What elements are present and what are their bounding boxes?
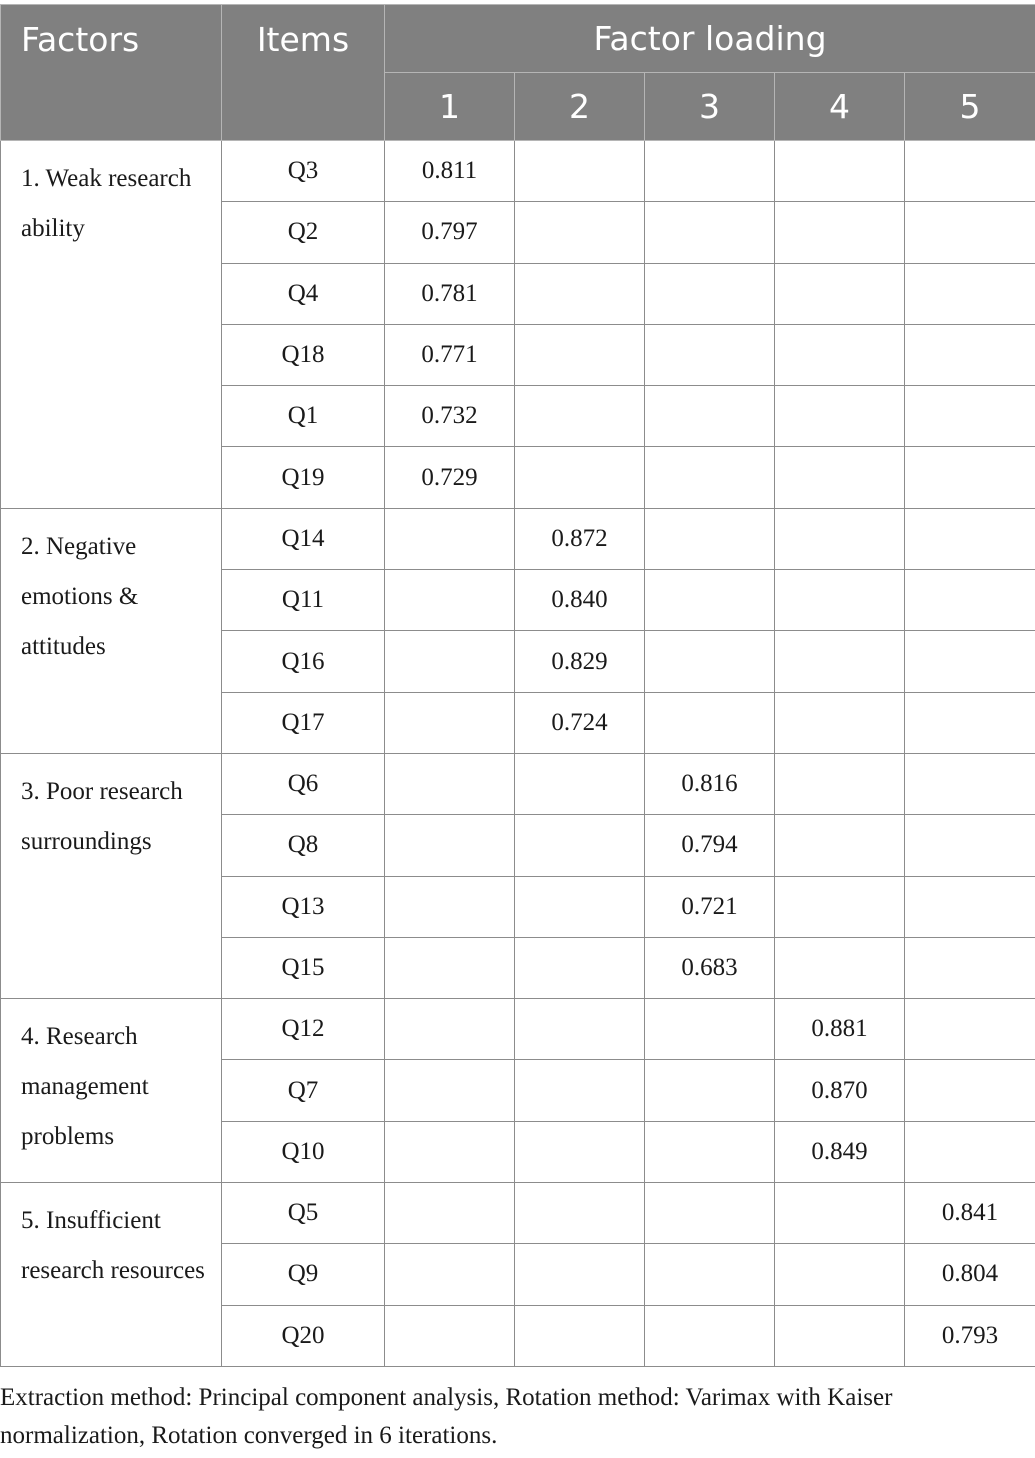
loading-cell [775, 508, 905, 569]
loading-cell [775, 386, 905, 447]
items-header: Items [222, 5, 385, 141]
loading-cell [775, 876, 905, 937]
item-cell: Q5 [222, 1183, 385, 1244]
loading-cell [645, 1060, 775, 1121]
loading-cell [645, 141, 775, 202]
loading-cell: 0.781 [385, 263, 515, 324]
loading-cell [515, 447, 645, 508]
loading-cell [645, 631, 775, 692]
loading-cell [775, 937, 905, 998]
loading-cell [775, 1305, 905, 1366]
loading-cell: 0.829 [515, 631, 645, 692]
loading-cell: 0.721 [645, 876, 775, 937]
loading-cell [515, 876, 645, 937]
loading-cell [905, 876, 1035, 937]
loading-cell [775, 202, 905, 263]
table-body [1, 141, 1035, 1367]
loading-cell [775, 1183, 905, 1244]
factor-label: 5. Insufficient research resources [1, 1183, 222, 1367]
item-cell: Q9 [222, 1244, 385, 1305]
loading-cell [385, 1244, 515, 1305]
loading-cell [645, 202, 775, 263]
loading-cell: 0.840 [515, 570, 645, 631]
loading-cell: 0.683 [645, 937, 775, 998]
loading-cell [515, 202, 645, 263]
column-header-4: 4 [775, 73, 905, 141]
item-cell: Q20 [222, 1305, 385, 1366]
loading-cell [775, 447, 905, 508]
loading-cell [645, 1244, 775, 1305]
loading-cell: 0.816 [645, 753, 775, 814]
loading-cell [775, 692, 905, 753]
table-row [1, 999, 1035, 1060]
loading-cell [645, 1305, 775, 1366]
item-cell: Q1 [222, 386, 385, 447]
loading-cell [645, 570, 775, 631]
item-cell: Q15 [222, 937, 385, 998]
loading-cell: 0.771 [385, 324, 515, 385]
item-cell: Q12 [222, 999, 385, 1060]
loading-cell [515, 1060, 645, 1121]
column-header-1: 1 [385, 73, 515, 141]
loading-cell [385, 1121, 515, 1182]
table-row [1, 753, 1035, 814]
loading-cell [905, 815, 1035, 876]
loading-cell: 0.729 [385, 447, 515, 508]
loading-cell [905, 508, 1035, 569]
loading-cell [385, 1305, 515, 1366]
loading-cell: 0.870 [775, 1060, 905, 1121]
loading-cell [645, 692, 775, 753]
loading-cell: 0.849 [775, 1121, 905, 1182]
table-row [1, 1183, 1035, 1244]
loading-cell [515, 753, 645, 814]
loading-cell: 0.794 [645, 815, 775, 876]
loading-cell [905, 937, 1035, 998]
item-cell: Q8 [222, 815, 385, 876]
loading-cell [385, 999, 515, 1060]
loading-cell [645, 386, 775, 447]
loading-cell [775, 815, 905, 876]
factors-header: Factors [1, 5, 222, 141]
loading-cell: 0.724 [515, 692, 645, 753]
loading-cell [645, 508, 775, 569]
loading-cell [645, 1183, 775, 1244]
loading-cell [385, 1060, 515, 1121]
table-row [1, 508, 1035, 569]
item-cell: Q3 [222, 141, 385, 202]
loading-cell [645, 1121, 775, 1182]
loading-cell [775, 263, 905, 324]
loading-cell [905, 324, 1035, 385]
loading-cell [645, 447, 775, 508]
factor-label: 4. Research management problems [1, 999, 222, 1183]
item-cell: Q13 [222, 876, 385, 937]
loading-cell [385, 692, 515, 753]
item-cell: Q19 [222, 447, 385, 508]
loading-cell: 0.797 [385, 202, 515, 263]
loading-cell [775, 631, 905, 692]
loading-cell: 0.811 [385, 141, 515, 202]
loading-cell [905, 692, 1035, 753]
loading-cell: 0.804 [905, 1244, 1035, 1305]
loading-cell [515, 1183, 645, 1244]
loading-cell: 0.872 [515, 508, 645, 569]
loading-cell: 0.732 [385, 386, 515, 447]
loading-cell [905, 570, 1035, 631]
factor-loading-table [0, 4, 1035, 1367]
loading-cell [905, 386, 1035, 447]
loading-cell [515, 263, 645, 324]
loading-cell [905, 631, 1035, 692]
item-cell: Q2 [222, 202, 385, 263]
loading-cell [515, 937, 645, 998]
loading-cell [775, 1244, 905, 1305]
loading-cell: 0.881 [775, 999, 905, 1060]
column-header-3: 3 [645, 73, 775, 141]
table-row [1, 141, 1035, 202]
loading-cell [385, 815, 515, 876]
loading-cell [515, 999, 645, 1060]
loading-cell [515, 386, 645, 447]
item-cell: Q16 [222, 631, 385, 692]
factor-label: 3. Poor research surroundings [1, 753, 222, 998]
loading-cell [775, 141, 905, 202]
loading-cell [385, 1183, 515, 1244]
loading-cell [775, 324, 905, 385]
loading-cell [775, 570, 905, 631]
loading-cell [385, 631, 515, 692]
factor-label: 1. Weak research ability [1, 141, 222, 509]
loading-cell [775, 753, 905, 814]
factor-label: 2. Negative emotions & attitudes [1, 508, 222, 753]
loading-cell [515, 1121, 645, 1182]
loading-cell [515, 1305, 645, 1366]
item-cell: Q10 [222, 1121, 385, 1182]
loading-cell [905, 999, 1035, 1060]
loading-cell [905, 1121, 1035, 1182]
loading-cell [515, 815, 645, 876]
item-cell: Q7 [222, 1060, 385, 1121]
loading-cell [385, 508, 515, 569]
loading-cell [515, 1244, 645, 1305]
column-header-2: 2 [515, 73, 645, 141]
loading-cell [385, 570, 515, 631]
loading-cell [905, 1060, 1035, 1121]
item-cell: Q17 [222, 692, 385, 753]
loading-cell [645, 263, 775, 324]
loading-cell [645, 999, 775, 1060]
loading-cell [905, 202, 1035, 263]
loading-cell [905, 141, 1035, 202]
table-footnote: Extraction method: Principal component analysis, Rotation method: Varimax with Kaiser normalization, Rotation converged in 6 iterations. [0, 1384, 893, 1449]
loading-cell [905, 753, 1035, 814]
loading-cell: 0.793 [905, 1305, 1035, 1366]
loading-cell [385, 876, 515, 937]
item-cell: Q14 [222, 508, 385, 569]
loading-cell: 0.841 [905, 1183, 1035, 1244]
item-cell: Q4 [222, 263, 385, 324]
loading-cell [385, 753, 515, 814]
loading-cell [515, 141, 645, 202]
loading-cell [905, 447, 1035, 508]
column-header-5: 5 [905, 73, 1035, 141]
item-cell: Q6 [222, 753, 385, 814]
loading-cell [385, 937, 515, 998]
item-cell: Q11 [222, 570, 385, 631]
factor-loading-header: Factor loading [385, 5, 1035, 73]
loading-cell [645, 324, 775, 385]
loading-cell [905, 263, 1035, 324]
loading-cell [515, 324, 645, 385]
item-cell: Q18 [222, 324, 385, 385]
